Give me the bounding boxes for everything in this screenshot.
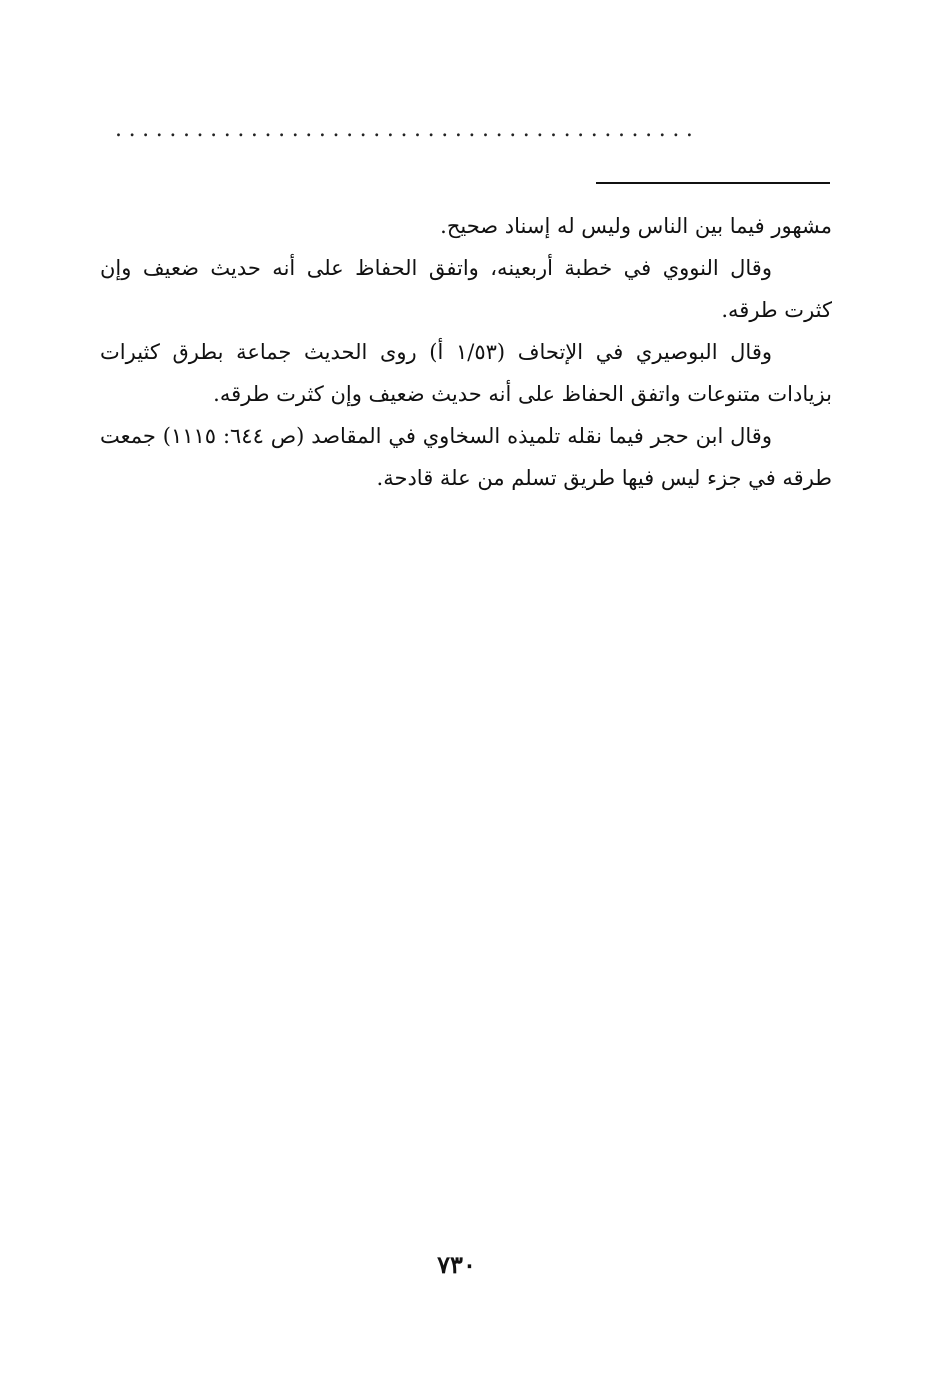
footnote-paragraph: مشهور فيما بين الناس وليس له إسناد صحيح. (440, 214, 832, 238)
footnote-paragraph: وقال ابن حجر فيما نقله تلميذه السخاوي في المقاصد (ص ٦٤٤: ١١١٥) جمعت طرقه في جزء ليس فيها طريق تسلم من علة قادحة. (100, 424, 832, 490)
page-number: ٧٣٠ (437, 1250, 476, 1279)
footnote-block (100, 205, 832, 499)
footnote-paragraph: وقال البوصيري في الإتحاف (١/٥٣ أ) روى الحديث جماعة بطرق كثيرات بزيادات متنوعات واتفق الحفاظ على أنه حديث ضعيف وإن كثرت طرقه. (100, 340, 832, 406)
footnote-paragraph: وقال النووي في خطبة أربعينه، واتفق الحفاظ على أنه حديث ضعيف وإن كثرت طرقه. (100, 256, 832, 322)
footnote-rule (596, 182, 830, 184)
separator-dots: ........................................... (115, 118, 700, 142)
